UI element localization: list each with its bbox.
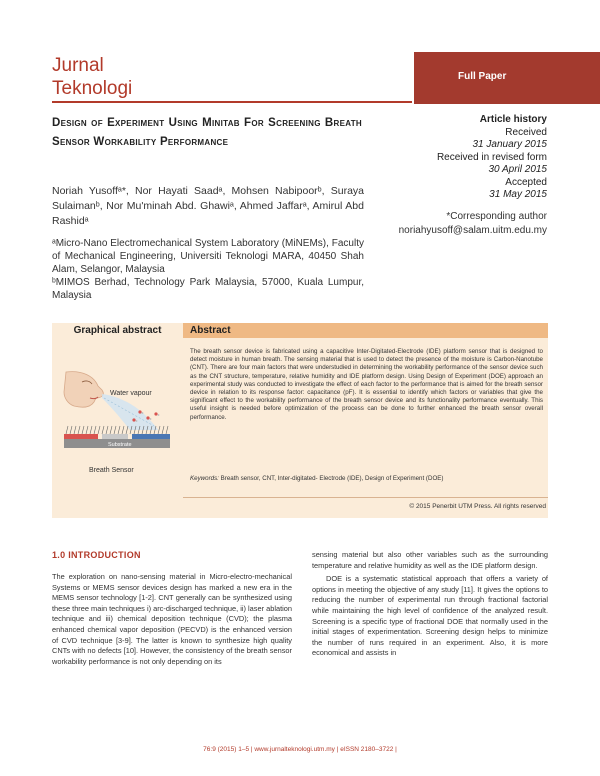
graphic-caption: Breath Sensor: [89, 467, 134, 474]
abstract-divider: [183, 497, 548, 498]
electrode-positive: [64, 434, 98, 439]
affiliation-b: ᵇMIMOS Berhad, Technology Park Malaysia, 57000, Kuala Lumpur, Malaysia: [52, 277, 364, 301]
substrate-label: Substrate: [108, 442, 132, 448]
author-list: Noriah Yusoffᵃ*, Nor Hayati Saadᵃ, Mohsen Nabipoorᵇ, Suraya Sulaimanᵇ, Nor Mu'minah Abd. Ghawiᵃ, Ahmed Jaffarᵃ, Amirul Abd Rashidᵃ: [52, 185, 364, 227]
affiliation-a: ᵃMicro-Nano Electromechanical System Laboratory (MiNEMs), Faculty of Mechanical Engineering, Universiti Teknologi MARA, 40450 Shah Alam, Selangor, Malaysia: [52, 238, 364, 275]
article-title: Design of Experiment Using Minitab For Screening Breath Sensor Workability Performance: [52, 117, 362, 148]
received-label: Received: [505, 126, 547, 138]
journal-name-line1: Jurnal: [52, 55, 104, 76]
received-date: 31 January 2015: [472, 139, 547, 150]
face-illustration: [64, 372, 103, 408]
corresponding-email[interactable]: noriahyusoff@salam.uitm.edu.my: [398, 224, 547, 236]
water-vapour-label: Water vapour: [110, 390, 152, 397]
corresponding-label: *Corresponding author: [446, 211, 547, 222]
abstract-text: The breath sensor device is fabricated using a capacitive Inter-Digitated-Electrode (IDE) platform sensor that is designed to detect moisture in human breath. The sensing material that is used to detect the presence of the moisture is Carbon-Nanotube (CNT). There are four main factors that were understudied in determining the workability performance of the sensor device such as the CNT structure, temperature, relative humidity and IDE platform design. Using Design of Experiment (DOE) approach an experimental study was conducted to investigate the effect of each factor to the performance that is aimed for the breath sensor device in relation to its response factor: capacitance (pF). It is essential to identify which factors or variables that give the significant effect to the workability performance of the breath sensor device and its functionality performance eventually. This useful insight is needed before optimization of the process can be done to further enhanced the breath sensor overall performance.: [190, 348, 543, 421]
keywords: [190, 475, 543, 483]
intro-left-column: [52, 572, 292, 667]
section-heading-introduction: 1.0 INTRODUCTION: [52, 550, 141, 560]
accepted-label: Accepted: [505, 176, 547, 188]
article-history: [437, 114, 547, 202]
breath-sensor-illustration: [60, 368, 178, 464]
history-heading: Article history: [479, 114, 547, 125]
paper-type-label: Full Paper: [458, 71, 507, 82]
intro-paragraph-1: The exploration on nano-sensing material in Micro-electro-mechanical Systems or MEMS sensor devices design has marked a new era in the MEMS sensor technology [1-2]. CNT generally can be synthesized using these three main techniques i) arc-discharged technique, ii) laser ablation technique and iii) chemical deposition technique (CVD); the plasma enhanced chemical vapor deposition (PECVD) is the enhanced version of CVD technique [3-9]. The latter is known to synthesize high quality CNTs with no defects [10]. However, the consistency of the breath sensor workability performance is not only depending on its: [52, 572, 292, 666]
breath-plume: [102, 394, 158, 430]
graphical-abstract-heading: Graphical abstract: [73, 325, 162, 336]
revised-label: Received in revised form: [436, 151, 547, 163]
abstract-header-strip: [183, 323, 548, 338]
journal-name: [52, 54, 132, 100]
accepted-date: 31 May 2015: [489, 189, 547, 200]
intro-paragraph-2: DOE is a systematic statistical approach that offers a variety of options in meeting the objective of any study [11]. It gives the options to reducing the number of experimental run through fractional factorial while maintaining the high level of confidence of the analyzed result. Screening is a specific type of fractional DOE that normally used in the initial stages of experimentation. Screening design helps to minimize the number of runs required in an experiment. Also, it is more economical and assists in: [312, 574, 548, 658]
affiliations: [52, 237, 364, 302]
journal-name-line2: Teknologi: [52, 78, 133, 99]
intro-paragraph-continued: sensing material but also other variables such as the surrounding temperature and relative humidity as well as the IDE platform design.: [312, 550, 548, 570]
revised-date: 30 April 2015: [488, 164, 547, 175]
copyright: © 2015 Penerbit UTM Press. All rights reserved: [409, 503, 546, 510]
page-footer: 76:9 (2015) 1–5 | www.jurnalteknologi.utm.my | eISSN 2180–3722 |: [203, 746, 397, 753]
header-divider: [52, 101, 412, 103]
keywords-label: Keywords:: [190, 475, 219, 482]
corresponding-author: [399, 210, 547, 237]
paper-type-banner: [414, 52, 600, 104]
keywords-list: Breath sensor, CNT, Inter-digitated- Electrode (IDE), Design of Experiment (DOE): [220, 475, 444, 482]
abstract-heading: Abstract: [190, 325, 231, 336]
intro-right-column: [312, 550, 548, 659]
electrode-gap: [102, 434, 128, 439]
electrode-negative: [132, 434, 170, 439]
